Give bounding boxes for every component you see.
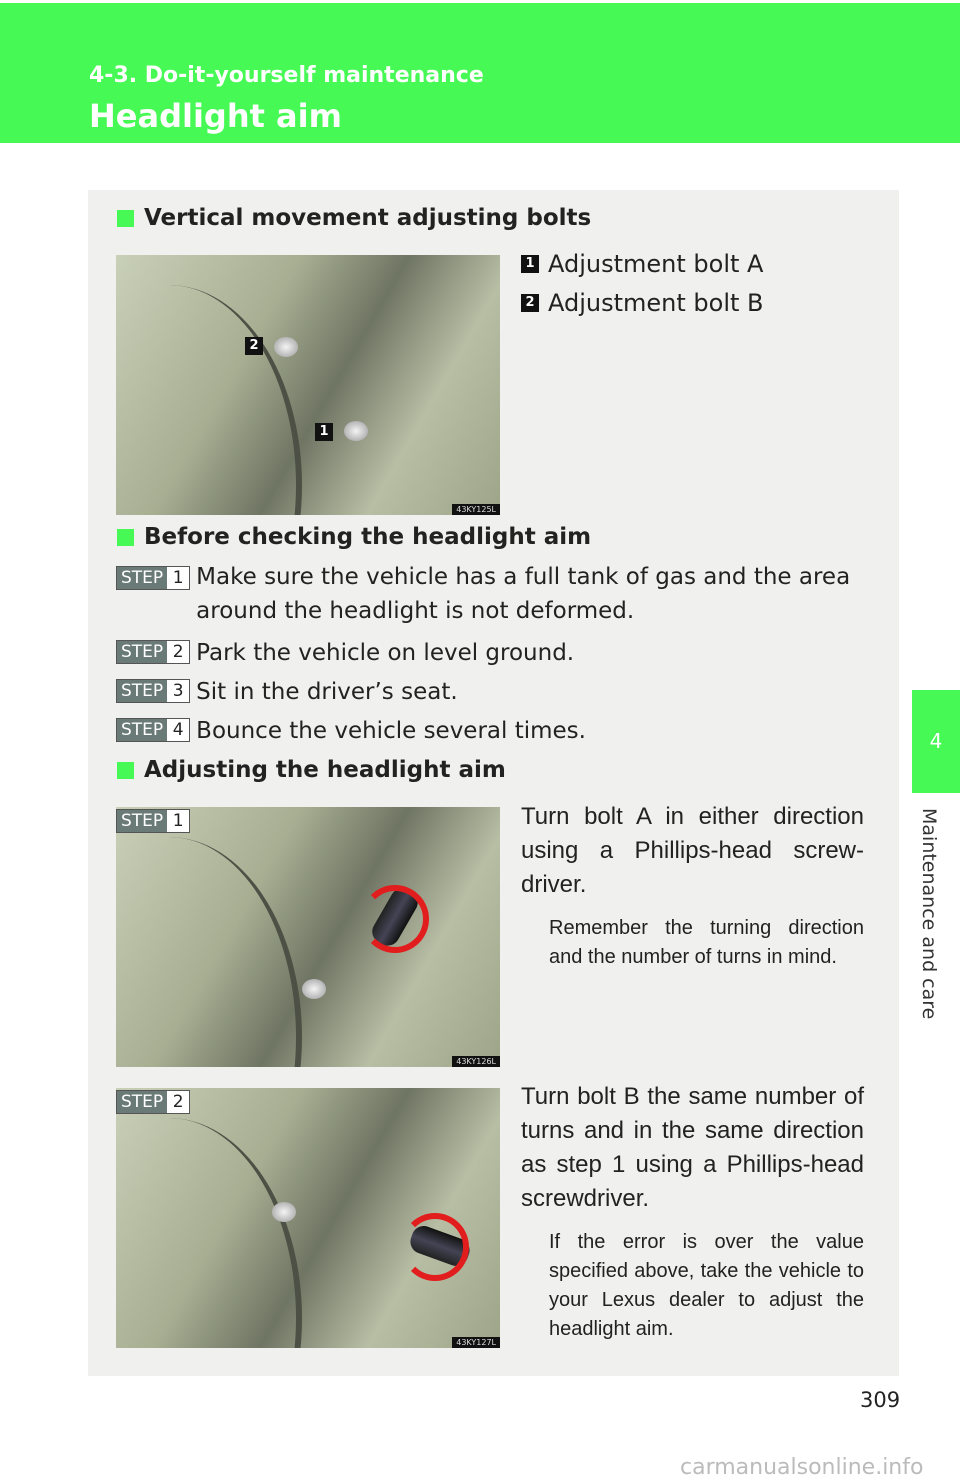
image-code: 43KY127L <box>452 1337 500 1348</box>
step-text: Sit in the driver’s seat. <box>196 679 458 705</box>
bolt-b <box>272 1202 296 1222</box>
chapter-tab[interactable]: 4 <box>912 690 960 793</box>
step-num: 1 <box>167 810 189 832</box>
step-text: Turn bolt A in either direction using a Phillips-head screw-driver. <box>521 803 864 898</box>
header-bar <box>0 3 960 143</box>
step1-illustration <box>116 807 500 1067</box>
headlight-edge <box>116 1118 302 1348</box>
step-row <box>116 640 574 666</box>
square-bullet-icon <box>117 210 134 227</box>
watermark: carmanualsonline.info <box>680 1455 924 1480</box>
step-num: 4 <box>167 719 189 741</box>
bolt-a <box>344 421 368 441</box>
heading-adjusting <box>117 757 506 783</box>
step-num: 3 <box>167 680 189 702</box>
step1-text-column <box>521 800 864 972</box>
heading-text: Before checking the headlight aim <box>144 524 592 550</box>
bolt-b <box>274 337 298 357</box>
step-note: If the error is over the value specified above, take the vehicle to your Lexus dealer to adjust the headlight aim. <box>549 1231 864 1340</box>
chapter-label: Maintenance and care <box>918 808 940 1020</box>
step-label: STEP <box>117 810 167 832</box>
step-row <box>116 718 586 744</box>
step-label: STEP <box>117 680 167 702</box>
heading-before-checking <box>117 524 591 550</box>
image-code: 43KY125L <box>452 504 500 515</box>
step-text: Park the vehicle on level ground. <box>196 640 575 666</box>
step-badge <box>116 1090 190 1114</box>
bolts-illustration <box>116 255 500 515</box>
headlight-edge <box>116 837 302 1067</box>
callout-1: 1 <box>315 423 333 441</box>
step2-text-column <box>521 1080 864 1344</box>
callout-2: 2 <box>245 337 263 355</box>
step-badge <box>116 566 190 590</box>
step-text: Turn bolt B the same number of turns and in the same direction as step 1 using a Phillips-head screwdriver. <box>521 1083 864 1212</box>
square-bullet-icon <box>117 529 134 546</box>
step-label: STEP <box>117 641 167 663</box>
headlight-edge <box>116 285 302 515</box>
heading-text: Adjusting the headlight aim <box>144 757 506 783</box>
step-text: Make sure the vehicle has a full tank of gas and the area around the headlight is not deformed. <box>196 564 851 624</box>
legend-item <box>521 250 763 278</box>
heading-vertical-bolts <box>117 205 591 231</box>
page-number: 309 <box>860 1388 901 1412</box>
legend-item <box>521 289 764 317</box>
legend-label: Adjustment bolt B <box>548 289 764 317</box>
step-num: 1 <box>167 567 189 589</box>
rotation-arrow-icon <box>361 885 429 953</box>
bolt-a <box>302 979 326 999</box>
step-badge <box>116 679 190 703</box>
section-title: 4-3. Do-it-yourself maintenance <box>89 63 484 88</box>
heading-text: Vertical movement adjusting bolts <box>144 205 592 231</box>
step2-illustration <box>116 1088 500 1348</box>
step-note: Remember the turning direction and the number of turns in mind. <box>549 917 864 968</box>
legend-label: Adjustment bolt A <box>548 250 764 278</box>
step-text: Bounce the vehicle several times. <box>196 718 586 744</box>
legend-num: 1 <box>521 255 539 273</box>
step-row <box>116 566 866 628</box>
legend-num: 2 <box>521 294 539 312</box>
step-row <box>116 679 458 705</box>
square-bullet-icon <box>117 762 134 779</box>
step-badge <box>116 718 190 742</box>
step-badge <box>116 809 190 833</box>
rotation-arrow-icon <box>401 1213 469 1281</box>
step-label: STEP <box>117 567 167 589</box>
step-label: STEP <box>117 1091 167 1113</box>
page-title: Headlight aim <box>89 97 342 135</box>
step-num: 2 <box>167 1091 189 1113</box>
step-badge <box>116 640 190 664</box>
step-label: STEP <box>117 719 167 741</box>
step-num: 2 <box>167 641 189 663</box>
image-code: 43KY126L <box>452 1056 500 1067</box>
